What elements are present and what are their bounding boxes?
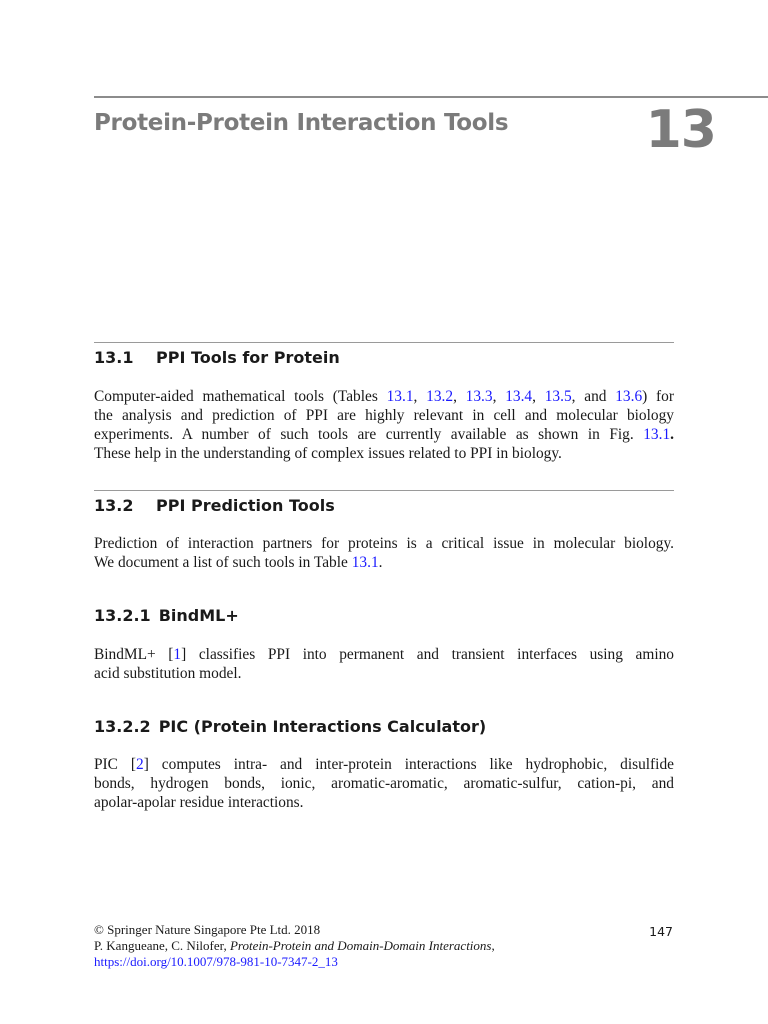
- table-reference-link[interactable]: 13.5: [544, 388, 572, 405]
- text-run: ] computes intra- and inter-protein interactions like hydrophobic, disulfide: [143, 756, 674, 773]
- text-run: .: [378, 554, 383, 571]
- text-run: ,: [492, 388, 506, 405]
- citation-line: [94, 938, 674, 954]
- text-run: ,: [413, 388, 427, 405]
- subsection-title: PIC (Protein Interactions Calculator): [158, 717, 487, 736]
- paragraph-line: These help in the understanding of complex issues related to PPI in biology.: [94, 445, 562, 462]
- paragraph-line: apolar-apolar residue interactions.: [94, 794, 304, 811]
- book-title: Protein-Protein and Domain-Domain Interactions: [229, 938, 492, 953]
- table-reference-link[interactable]: 13.1: [351, 554, 379, 571]
- text-run: experiments. A number of such tools are currently available as shown in Fig.: [94, 426, 644, 443]
- book-title-suffix: ,: [491, 938, 495, 953]
- table-reference-link[interactable]: 13.4: [505, 388, 533, 405]
- page-number: 147: [649, 924, 673, 939]
- text-run: ] classifies PPI into permanent and transient interfaces using amino: [181, 646, 674, 663]
- text-run: We document a list of such tools in Table: [94, 554, 352, 571]
- section-rule: [94, 342, 674, 343]
- doi-line: [94, 954, 674, 970]
- citation-link[interactable]: 1: [173, 646, 182, 663]
- section-paragraph: [94, 387, 674, 463]
- text-run: BindML+ [: [94, 646, 174, 663]
- subsection-paragraph: [94, 755, 674, 812]
- paragraph-line: the analysis and prediction of PPI are highly relevant in cell and molecular biology: [94, 407, 674, 424]
- doi-link[interactable]: https://doi.org/10.1007/978-981-10-7347-2_13: [94, 954, 338, 969]
- paragraph-line: acid substitution model.: [94, 665, 242, 682]
- subsection-number: 13.2.2: [94, 717, 151, 736]
- text-run: , and: [571, 388, 616, 405]
- section-rule: [94, 490, 674, 491]
- subsection-heading: [94, 606, 239, 625]
- subsection-paragraph: [94, 645, 674, 683]
- subsection-number: 13.2.1: [94, 606, 151, 625]
- section-title: PPI Prediction Tools: [156, 496, 335, 515]
- section-heading: [94, 348, 340, 367]
- chapter-top-rule: [94, 96, 768, 98]
- section-heading: [94, 496, 335, 515]
- subsection-title: BindML+: [158, 606, 239, 625]
- citation-link[interactable]: 2: [136, 756, 144, 773]
- page-footer: [94, 922, 674, 970]
- text-run: ) for: [642, 388, 674, 405]
- text-run: ,: [532, 388, 545, 405]
- figure-reference-link[interactable]: 13.1: [643, 426, 671, 443]
- table-reference-link[interactable]: 13.1: [386, 388, 414, 405]
- table-reference-link[interactable]: 13.2: [426, 388, 454, 405]
- authors: P. Kangueane, C. Nilofer,: [94, 938, 230, 953]
- section-paragraph: [94, 534, 674, 572]
- chapter-title: Protein-Protein Interaction Tools: [94, 110, 509, 136]
- table-reference-link[interactable]: 13.6: [615, 388, 643, 405]
- text-run: ,: [453, 388, 466, 405]
- text-run: Computer-aided mathematical tools (Tables: [94, 388, 387, 405]
- text-run: .: [670, 426, 674, 443]
- paragraph-line: [94, 645, 674, 664]
- section-title: PPI Tools for Protein: [156, 348, 340, 367]
- paragraph-line: [94, 387, 674, 406]
- paragraph-line: [94, 425, 674, 444]
- section-number: 13.1: [94, 348, 134, 367]
- paragraph-line: [94, 755, 674, 774]
- table-reference-link[interactable]: 13.3: [465, 388, 493, 405]
- copyright-line: © Springer Nature Singapore Pte Ltd. 2018: [94, 922, 321, 937]
- paragraph-line: [94, 553, 674, 572]
- chapter-number: 13: [645, 100, 716, 160]
- text-run: PIC [: [94, 756, 137, 773]
- section-number: 13.2: [94, 496, 134, 515]
- paragraph-line: bonds, hydrogen bonds, ionic, aromatic-aromatic, aromatic-sulfur, cation-pi, and: [94, 775, 674, 792]
- paragraph-line: Prediction of interaction partners for proteins is a critical issue in molecular biology.: [94, 535, 674, 552]
- subsection-heading: [94, 717, 486, 736]
